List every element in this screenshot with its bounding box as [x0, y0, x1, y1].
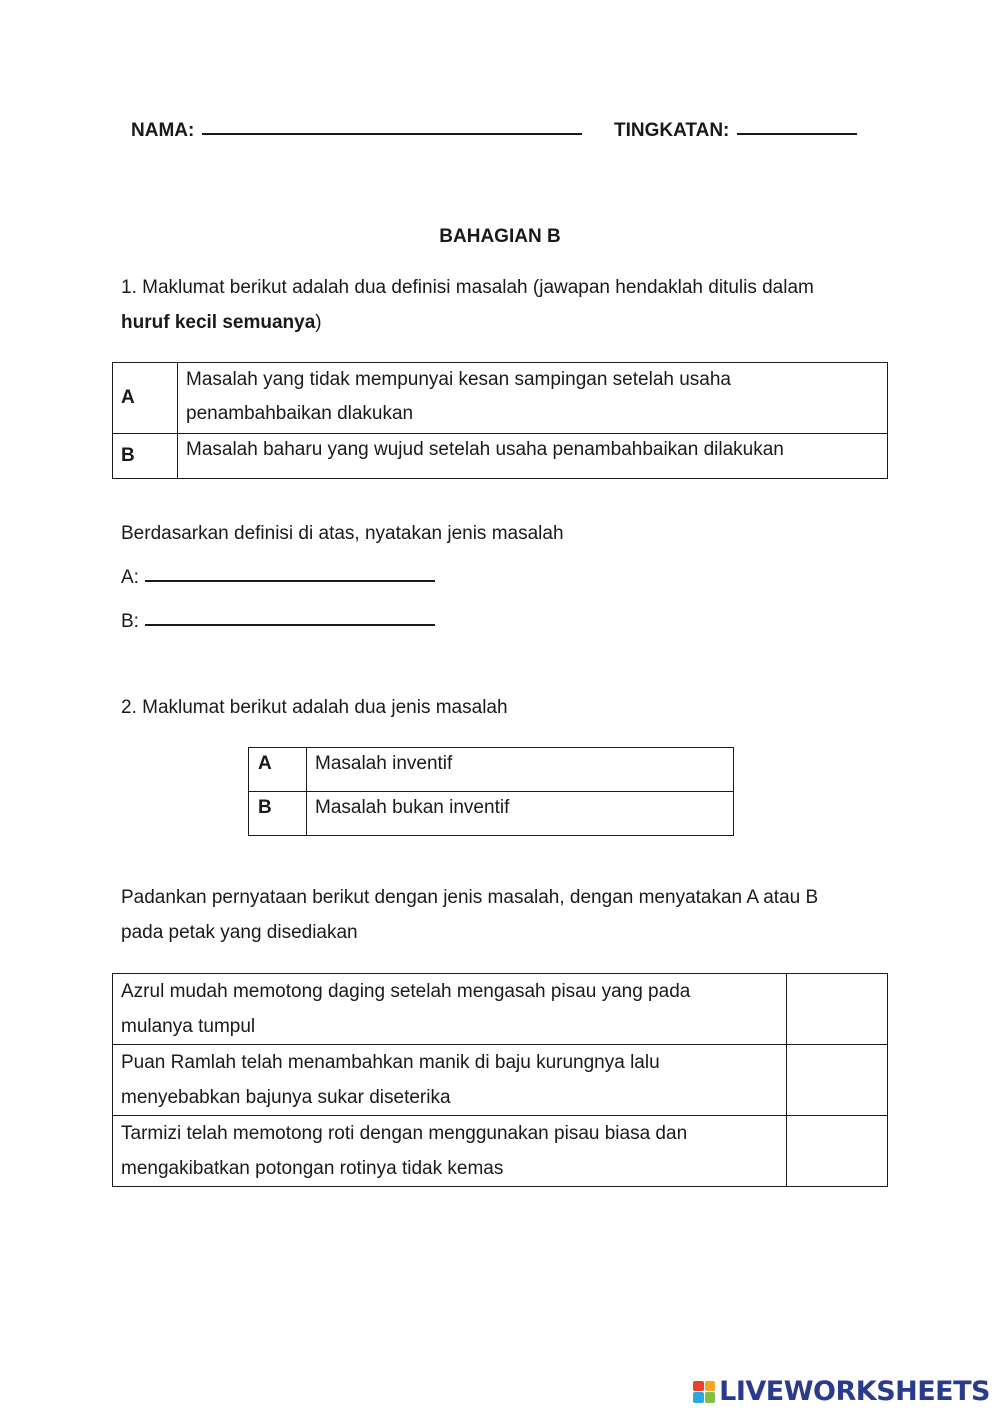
definition-row-a	[113, 363, 888, 434]
statement-row	[113, 1045, 888, 1116]
statement-line: Puan Ramlah telah menambahkan manik di baju kurungnya lalu	[121, 1052, 660, 1073]
statement-text	[113, 974, 787, 1045]
type-row	[249, 792, 734, 836]
q2-prompt-line: pada petak yang disediakan	[121, 922, 358, 943]
answer-a-blank[interactable]	[145, 579, 435, 582]
statement-line: Tarmizi telah memotong roti dengan menggunakan pisau biasa dan	[121, 1123, 688, 1144]
answer-box[interactable]	[787, 1116, 888, 1187]
answer-box[interactable]	[787, 1045, 888, 1116]
statement-row	[113, 974, 888, 1045]
definition-line: penambahbaikan dlakukan	[186, 403, 414, 424]
name-label: NAMA:	[131, 120, 195, 141]
definitions-table	[112, 362, 888, 479]
statement-line: mulanya tumpul	[121, 1016, 256, 1037]
definition-text: Masalah baharu yang wujud setelah usaha penambahbaikan dilakukan	[178, 434, 888, 479]
logo-square-orange	[705, 1381, 716, 1392]
type-key: B	[249, 792, 307, 836]
answer-b-label: B:	[121, 611, 139, 632]
liveworksheets-logo-icon	[693, 1381, 715, 1403]
definition-key: A	[113, 363, 178, 434]
q2-prompt	[121, 880, 881, 950]
answer-b-blank[interactable]	[145, 623, 435, 626]
q1-intro-bold: huruf kecil semuanya	[121, 312, 316, 333]
statement-row	[113, 1116, 888, 1187]
statement-text	[113, 1045, 787, 1116]
answer-a-label: A:	[121, 567, 139, 588]
q2-intro: 2. Maklumat berikut adalah dua jenis masalah	[121, 697, 508, 718]
types-table	[248, 747, 734, 836]
type-label: Masalah bukan inventif	[307, 792, 734, 836]
type-row	[249, 748, 734, 792]
q1-intro	[121, 270, 881, 340]
q2-prompt-line: Padankan pernyataan berikut dengan jenis masalah, dengan menyatakan A atau B	[121, 887, 819, 908]
class-field	[614, 120, 857, 142]
q1-intro-close: )	[315, 312, 322, 333]
name-blank[interactable]	[202, 132, 582, 135]
statement-text	[113, 1116, 787, 1187]
definition-line: Masalah yang tidak mempunyai kesan sampingan setelah usaha	[186, 369, 731, 390]
definition-text	[178, 363, 888, 434]
statement-line: menyebabkan bajunya sukar diseterika	[121, 1087, 451, 1108]
name-field	[131, 120, 582, 142]
definition-row-b	[113, 434, 888, 479]
answer-b	[121, 604, 435, 639]
q1-intro-text: 1. Maklumat berikut adalah dua definisi masalah (jawapan hendaklah ditulis dalam	[121, 277, 814, 298]
section-title: BAHAGIAN B	[439, 226, 561, 247]
statements-table	[112, 973, 888, 1187]
q1-prompt: Berdasarkan definisi di atas, nyatakan jenis masalah	[121, 523, 564, 544]
answer-box[interactable]	[787, 974, 888, 1045]
class-label: TINGKATAN:	[614, 120, 730, 141]
liveworksheets-logo-text: LIVEWORKSHEETS	[719, 1376, 990, 1407]
liveworksheets-logo	[693, 1376, 990, 1407]
class-blank[interactable]	[737, 132, 857, 135]
statement-line: Azrul mudah memotong daging setelah mengasah pisau yang pada	[121, 981, 691, 1002]
type-key: A	[249, 748, 307, 792]
logo-square-blue	[693, 1392, 704, 1403]
logo-square-green	[705, 1392, 716, 1403]
type-label: Masalah inventif	[307, 748, 734, 792]
answer-a	[121, 560, 435, 595]
statement-line: mengakibatkan potongan rotinya tidak kemas	[121, 1158, 504, 1179]
logo-square-red	[693, 1381, 704, 1392]
definition-key: B	[113, 434, 178, 479]
